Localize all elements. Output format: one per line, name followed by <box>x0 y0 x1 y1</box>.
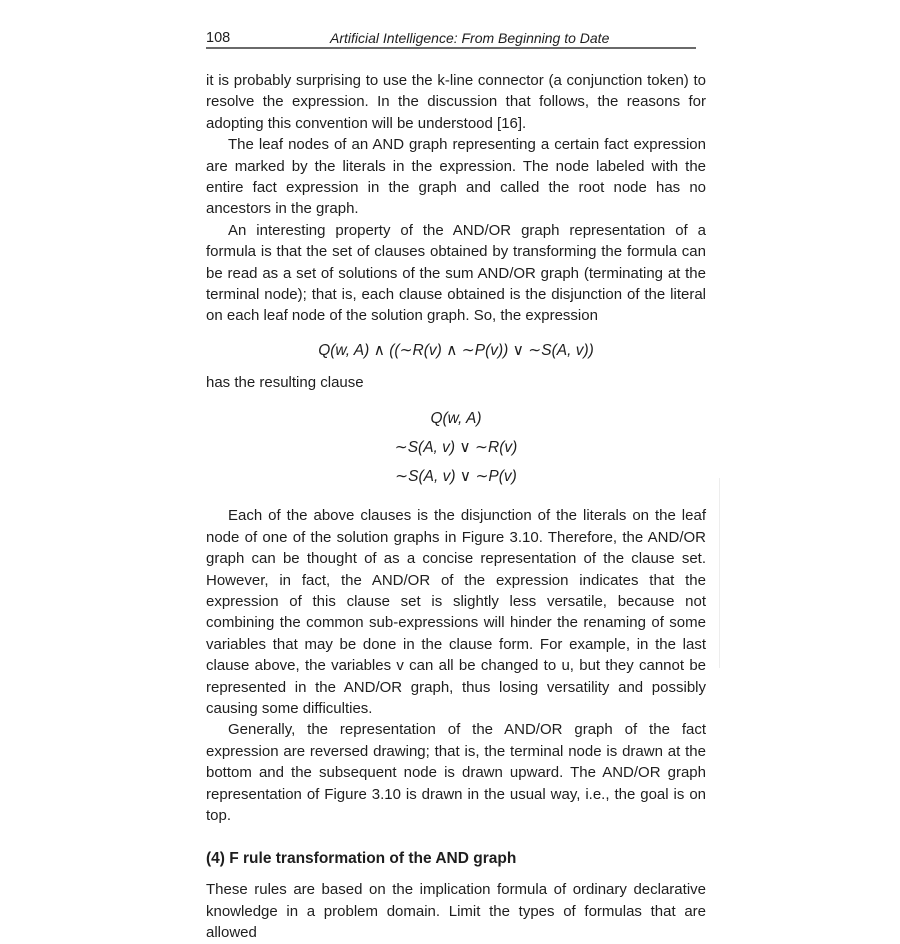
clause-item: ∼S(A, v) ∨ ∼P(v) <box>395 468 517 486</box>
running-title: Artificial Intelligence: From Beginning to Date <box>330 30 610 46</box>
scan-gutter-shadow <box>719 478 720 668</box>
paragraph-and-or-property: An interesting property of the AND/OR graph representation of a formula is that the set of clauses obtained by transforming the formula can be read as a set of solutions of the sum AND/OR graph (terminating at the terminal node); that is, each clause obtained is the disjunction of the literal on each leaf node of the solution graph. So, the expression <box>206 221 706 325</box>
display-formula: Q(w, A) ∧ ((∼R(v) ∧ ∼P(v)) ∨ ∼S(A, v)) <box>318 341 594 359</box>
clause-item: Q(w, A) <box>430 410 482 428</box>
paragraph-f-rules: These rules are based on the implication formula of ordinary declarative knowledge in a problem domain. Limit the types of formulas that are allowed <box>206 881 706 942</box>
clause-item: ∼S(A, v) ∨ ∼R(v) <box>394 439 518 457</box>
page-header <box>206 30 696 48</box>
clause-list <box>206 404 706 491</box>
paragraph-clause-discussion: Each of the above clauses is the disjunction of the literals on the leaf node of one of the solution graphs in Figure 3.10. Therefore, the AND/OR graph can be thought of as a concise representation of the clause set. However, in fact, the AND/OR of the expression indicates that the expression of this clause set is slightly less versatile, because not combining the common sub-expressions will hinder the renaming of some variables that may be done in the clause form. For example, in the last clause above, the variables v can all be changed to u, but they cannot be represented in the AND/OR graph, thus losing versatility and possibly causing some difficulties. <box>206 507 706 717</box>
paragraph-resulting-clause: has the resulting clause <box>206 373 364 391</box>
page-body <box>206 70 706 944</box>
section-heading: (4) F rule transformation of the AND graph <box>206 850 517 868</box>
paragraph-reversed-drawing: Generally, the representation of the AND/OR graph of the fact expression are reversed drawing; that is, the terminal node is drawn at the bottom and the subsequent node is drawn upward. The AND/OR graph representation of Figure 3.10 is drawn in the usual way, i.e., the goal is on top. <box>206 721 706 824</box>
page-number: 108 <box>206 30 231 46</box>
paragraph-continuation: it is probably surprising to use the k-line connector (a conjunction token) to resolve the expression. In the discussion that follows, the reasons for adopting this convention will be understood [16]. <box>206 72 706 132</box>
paragraph-leaf-nodes: The leaf nodes of an AND graph representing a certain fact expression are marked by the literals in the expression. The node labeled with the entire fact expression in the graph and called the root node has no ancestors in the graph. <box>206 136 706 218</box>
header-rule <box>206 47 696 49</box>
